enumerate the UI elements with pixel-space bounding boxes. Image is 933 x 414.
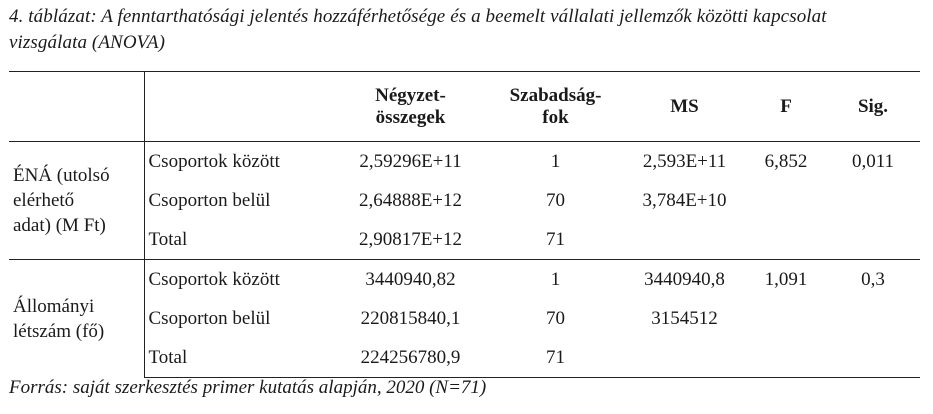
sig-cell: 0,3 — [826, 260, 920, 300]
sig-cell-empty — [826, 338, 920, 378]
source-note: Forrás: saját szerkesztés primer kutatás alapján, 2020 (N=71) — [9, 377, 487, 398]
header-sig: Sig. — [826, 72, 920, 142]
df-cell: 70 — [546, 307, 565, 329]
table-row — [9, 142, 920, 182]
header-ms: MS — [623, 72, 746, 142]
header-ss-line-1: Négyzet- — [375, 84, 446, 106]
sig-cell-empty — [826, 220, 920, 260]
ss-cell: 2,59296E+11 — [333, 142, 488, 182]
table-row — [9, 220, 920, 260]
group-label-line: elérhető — [13, 190, 75, 211]
table-row — [9, 299, 920, 338]
ss-cell: 3440940,82 — [333, 260, 488, 300]
caption-line-2: vizsgálata (ANOVA) — [9, 32, 166, 53]
table-row — [9, 181, 920, 220]
ms-cell: 3440940,8 — [623, 260, 746, 300]
df-cell: 1 — [488, 260, 623, 300]
source-cell: Total — [144, 338, 333, 378]
group-label-line: ÉNÁ (utolsó — [13, 165, 110, 186]
header-empty-source — [144, 72, 333, 142]
header-df — [488, 72, 623, 142]
table-caption — [9, 4, 924, 56]
f-cell: 1,091 — [746, 260, 826, 300]
header-empty-group — [9, 72, 144, 142]
group-label-line: Állományi — [13, 295, 95, 317]
source-cell: Csoporton belül — [148, 189, 271, 211]
f-cell-empty — [746, 181, 826, 220]
sig-cell: 0,011 — [826, 142, 920, 182]
table-row — [9, 338, 920, 378]
group-label-line: adat) (M Ft) — [13, 215, 106, 236]
df-cell: 70 — [546, 189, 565, 211]
group-label — [9, 260, 144, 378]
header-sum-of-squares — [333, 72, 488, 142]
source-cell: Csoportok között — [144, 142, 333, 182]
df-cell: 71 — [488, 338, 623, 378]
f-cell-empty — [746, 338, 826, 378]
source-cell: Csoporton belül — [148, 307, 271, 329]
ss-cell: 224256780,9 — [333, 338, 488, 378]
f-cell-empty — [746, 220, 826, 260]
source-cell: Csoportok között — [144, 260, 333, 300]
source-cell: Total — [144, 220, 333, 260]
ms-cell — [623, 338, 746, 378]
caption-line-1: 4. táblázat: A fenntarthatósági jelentés hozzáférhetősége és a beemelt vállalati jellemzők közötti kapcsolat — [9, 6, 827, 27]
f-cell: 6,852 — [746, 142, 826, 182]
df-cell: 71 — [488, 220, 623, 260]
header-df-line-2: fok — [542, 106, 569, 128]
header-f: F — [746, 72, 826, 142]
ss-cell: 2,64888E+12 — [358, 189, 463, 211]
header-row — [9, 72, 920, 142]
group-label-line: létszám (fő) — [13, 320, 105, 342]
group-label — [9, 142, 144, 260]
ms-cell: 3,784E+10 — [642, 189, 727, 211]
f-cell-empty — [746, 299, 826, 338]
header-df-line-1: Szabadság- — [509, 84, 602, 106]
ms-cell — [623, 220, 746, 260]
ss-cell: 220815840,1 — [360, 307, 461, 329]
anova-table — [9, 71, 920, 378]
ss-cell: 2,90817E+12 — [333, 220, 488, 260]
df-cell: 1 — [488, 142, 623, 182]
sig-cell-empty — [826, 181, 920, 220]
ms-cell: 3154512 — [651, 307, 718, 329]
ms-cell: 2,593E+11 — [623, 142, 746, 182]
table-row — [9, 260, 920, 300]
sig-cell-empty — [826, 299, 920, 338]
header-ss-line-2: összegek — [375, 106, 446, 128]
